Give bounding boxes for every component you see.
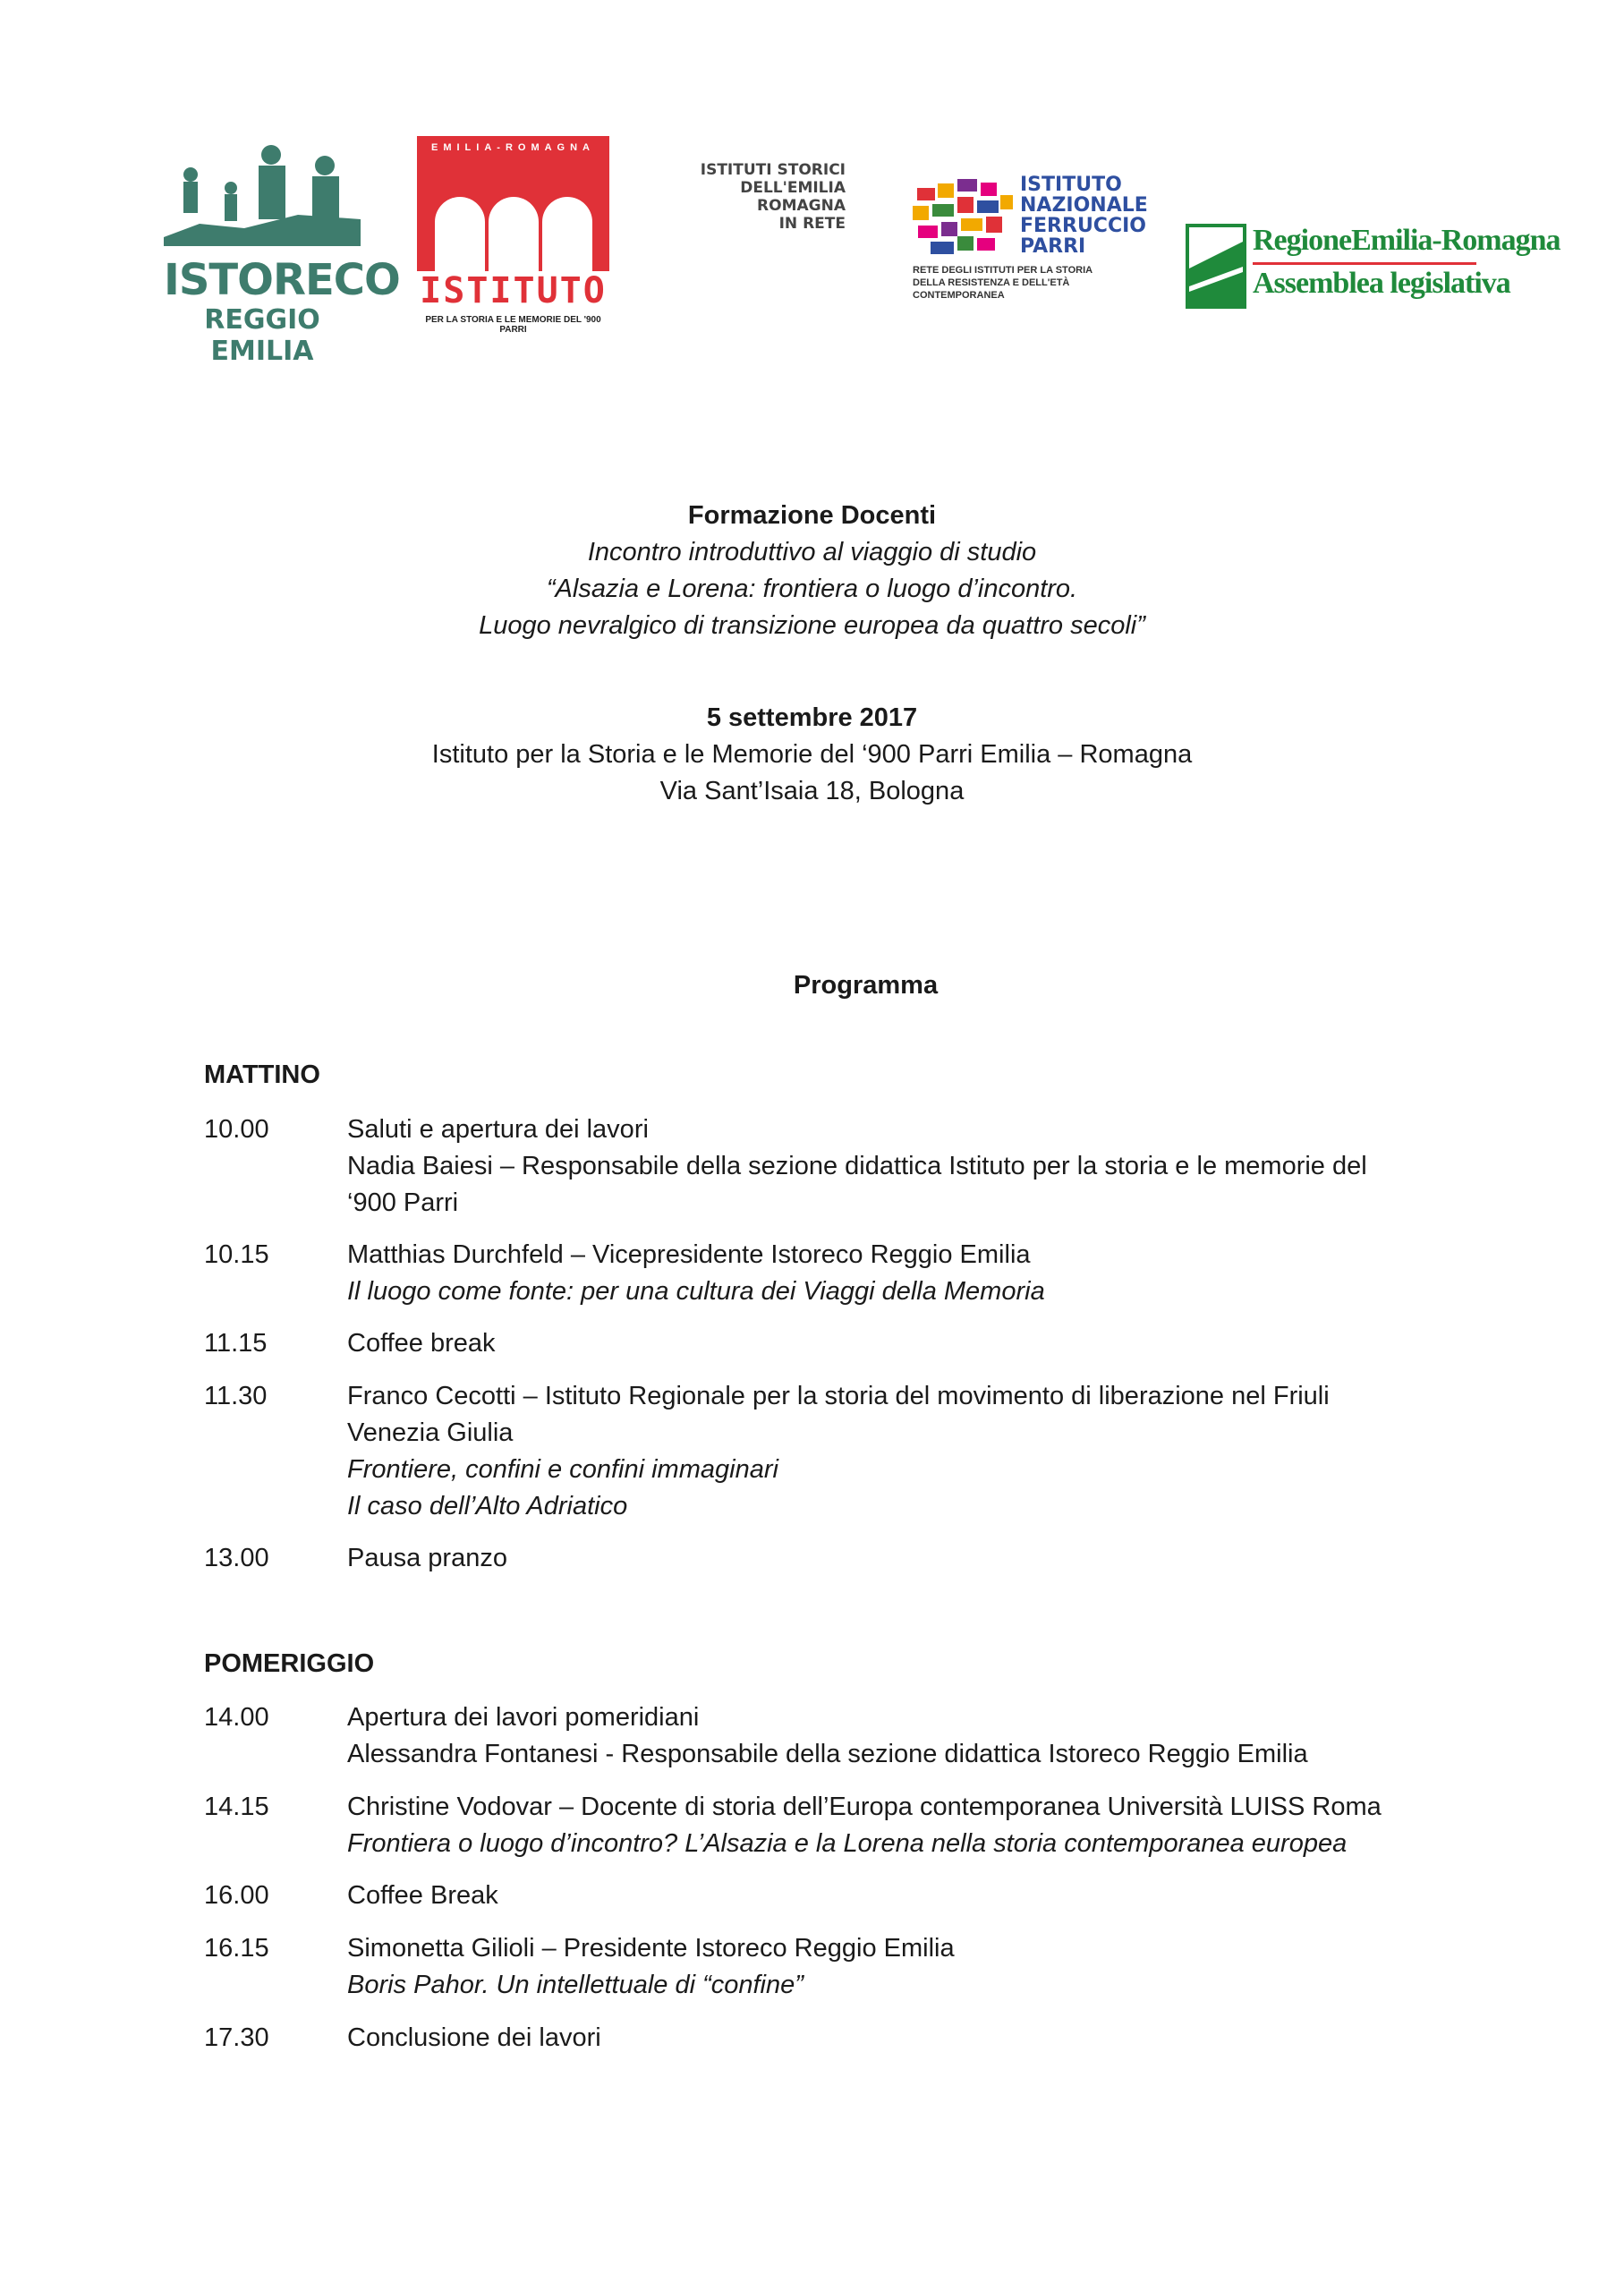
item-content [347, 1878, 1624, 1914]
item-line: Matthias Durchfeld – Vicepresidente Istoreco Reggio Emilia [347, 1240, 1031, 1269]
insmli-logo [913, 174, 1148, 309]
insmli-logo-name-line: FERRUCCIO [1020, 215, 1146, 237]
doc-title: Formazione Docenti [687, 501, 937, 530]
item-content [347, 1789, 1624, 1862]
item-line: Pausa pranzo [347, 1544, 507, 1572]
item-line: Apertura dei lavori pomeridiani [347, 1703, 700, 1732]
soldiers-icon [164, 139, 361, 255]
item-content [347, 1237, 1624, 1310]
insmli-logo-name-line: NAZIONALE [1020, 194, 1148, 217]
istituto-parri-logo [417, 136, 609, 335]
insmli-logo-sub-line: CONTEMPORANEA [913, 290, 1005, 301]
insmli-logo-name [1020, 175, 1148, 257]
item-line: Coffee break [347, 1329, 496, 1358]
item-line: Conclusione dei lavori [347, 2023, 601, 2052]
item-line: Coffee Break [347, 1881, 498, 1910]
item-talk-title: Boris Pahor. Un intellettuale di “confine” [347, 1971, 803, 1999]
section-afternoon-label: POMERIGGIO [204, 1649, 375, 1678]
item-time: 13.00 [204, 1544, 269, 1572]
regione-logo-line1: RegioneEmilia-Romagna [1253, 224, 1560, 257]
regione-logo [1186, 224, 1560, 322]
regione-logo-line2: Assemblea legislativa [1253, 267, 1510, 300]
program-title: Programma [793, 971, 939, 1000]
item-talk-title: Il luogo come fonte: per una cultura dei Viaggi della Memoria [347, 1277, 1045, 1306]
mosaic-icon [913, 179, 1016, 264]
item-line: Franco Cecotti – Istituto Regionale per la storia del movimento di liberazione nel Friuli [347, 1382, 1330, 1410]
item-time: 14.15 [204, 1793, 269, 1821]
item-line: Venezia Giulia [347, 1418, 514, 1447]
regione-emblem-icon [1186, 224, 1246, 309]
item-line: Simonetta Gilioli – Presidente Istoreco Reggio Emilia [347, 1934, 955, 1963]
item-time: 10.15 [204, 1240, 269, 1269]
insmli-logo-sub-line: DELLA RESISTENZA E DELL'ETÀ [913, 277, 1070, 288]
event-date: 5 settembre 2017 [706, 703, 918, 732]
parri-logo-region: EMILIA-ROMAGNA [417, 136, 609, 159]
item-time: 10.00 [204, 1115, 269, 1144]
parri-logo-word: ISTITUTO [420, 270, 607, 311]
doc-subtitle-line: “Alsazia e Lorena: frontiera o luogo d’incontro. [546, 575, 1078, 603]
doc-subtitle-line: Luogo nevralgico di transizione europea da quattro secoli” [479, 611, 1145, 640]
event-venue: Istituto per la Storia e le Memorie del ‘900 Parri Emilia – Romagna [431, 740, 1193, 769]
insmli-logo-sub [913, 264, 1093, 302]
item-time: 11.15 [204, 1329, 268, 1358]
rete-logo-line: ISTITUTI STORICI [700, 161, 846, 179]
logo-bar [0, 116, 1624, 367]
item-content [347, 2020, 1624, 2057]
item-content [347, 1325, 1624, 1362]
item-line: ‘900 Parri [347, 1188, 459, 1217]
item-time: 11.30 [204, 1382, 268, 1410]
item-talk-title: Frontiera o luogo d’incontro? L’Alsazia e la Lorena nella storia contemporanea europea [347, 1829, 1348, 1858]
regione-logo-divider [1253, 262, 1476, 265]
istoreco-logo-line1: ISTORECO [164, 255, 400, 305]
rete-logo-line: ROMAGNA [757, 197, 846, 215]
insmli-logo-name-line: ISTITUTO [1020, 174, 1122, 196]
item-content [347, 1540, 1624, 1577]
item-line: Saluti e apertura dei lavori [347, 1115, 649, 1144]
item-time: 14.00 [204, 1703, 269, 1732]
item-time: 17.30 [204, 2023, 269, 2052]
item-time: 16.00 [204, 1881, 269, 1910]
item-content [347, 1930, 1624, 2004]
arches-icon [417, 159, 609, 276]
insmli-logo-sub-line: RETE DEGLI ISTITUTI PER LA STORIA [913, 265, 1093, 276]
istituti-rete-logo [676, 161, 846, 260]
istoreco-logo [164, 139, 400, 367]
insmli-logo-name-line: PARRI [1020, 235, 1086, 258]
item-line: Christine Vodovar – Docente di storia dell’Europa contemporanea Università LUISS Roma [347, 1793, 1382, 1821]
event-address: Via Sant’Isaia 18, Bologna [659, 777, 965, 805]
rete-logo-line: DELL'EMILIA [740, 179, 846, 197]
item-content [347, 1378, 1624, 1525]
rete-logo-line: IN RETE [778, 215, 846, 233]
item-talk-title: Frontiere, confini e confini immaginari [347, 1455, 778, 1484]
item-content [347, 1111, 1624, 1222]
section-morning-label: MATTINO [204, 1060, 320, 1089]
doc-subtitle-line: Incontro introduttivo al viaggio di studio [587, 538, 1037, 566]
parri-logo-sub: PER LA STORIA E LE MEMORIE DEL '900 PARRI [425, 315, 601, 335]
istoreco-logo-line2: REGGIO EMILIA [204, 304, 320, 367]
item-line: Nadia Baiesi – Responsabile della sezione didattica Istituto per la storia e le memorie del [347, 1152, 1367, 1180]
item-content [347, 1699, 1624, 1773]
item-time: 16.15 [204, 1934, 269, 1963]
item-line: Alessandra Fontanesi - Responsabile della sezione didattica Istoreco Reggio Emilia [347, 1740, 1308, 1768]
item-talk-title: Il caso dell’Alto Adriatico [347, 1492, 628, 1520]
